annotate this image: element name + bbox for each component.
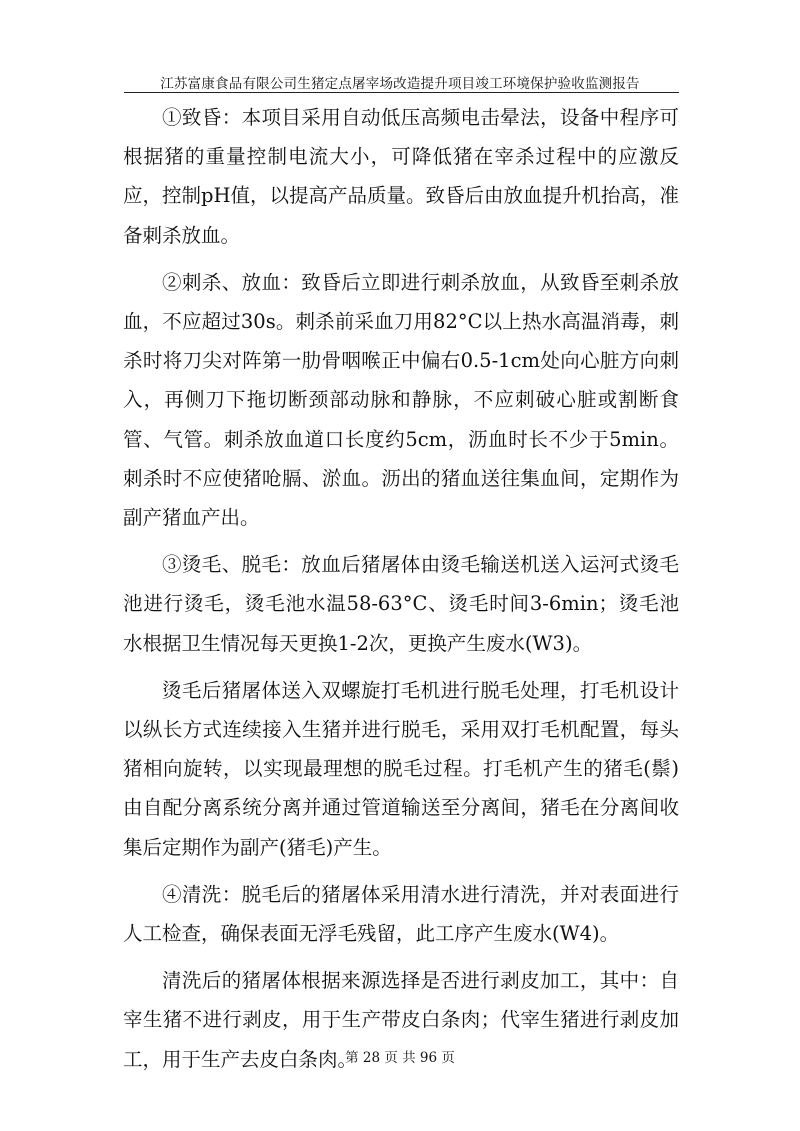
paragraph-dehairing: 烫毛后猪屠体送入双螺旋打毛机进行脱毛处理，打毛机设计以纵长方式连续接入生猪并进行脱毛，采用双打毛机配置，每头猪相向旋转，以实现最理想的脱毛过程。打毛机产生的猪毛(鬃)由自配分离系统分离并通过管道输送至分离间，猪毛在分离间收集后定期作为副产(猪毛)产生。	[123, 678, 679, 859]
report-header: 江苏富康食品有限公司生猪定点屠宰场改造提升项目竣工环境保护验收监测报告	[160, 76, 640, 92]
page-number: 第 28 页 共 96 页	[345, 1050, 455, 1066]
paragraph-stunning: ①致昏：本项目采用自动低压高频电击晕法，设备中程序可根据猪的重量控制电流大小，可降低猪在宰杀过程中的应激反应，控制pH值，以提高产品质量。致昏后由放血提升机抬高，准备刺杀放血。	[123, 106, 679, 247]
paragraph-sticking-bleeding: ②刺杀、放血：致昏后立即进行刺杀放血，从致昏至刺杀放血，不应超过30s。刺杀前采血刀用82°C以上热水高温消毒，刺杀时将刀尖对阵第一肋骨咽喉正中偏右0.5-1cm处向心脏方向刺入，再侧刀下拖切断颈部动脉和静脉，不应刺破心脏或割断食管、气管。刺杀放血道口长度约5cm，沥血时长不少于5min。刺杀时不应使猪呛膈、淤血。沥出的猪血送往集血间，定期作为副产猪血产出。	[123, 270, 679, 530]
header-divider	[124, 92, 679, 93]
paragraph-scalding: ③烫毛、脱毛：放血后猪屠体由烫毛输送机送入运河式烫毛池进行烫毛，烫毛池水温58-63°C、烫毛时间3-6min；烫毛池水根据卫生情况每天更换1-2次，更换产生废水(W3)。	[123, 553, 679, 655]
paragraph-washing: ④清洗：脱毛后的猪屠体采用清水进行清洗，并对表面进行人工检查，确保表面无浮毛残留，此工序产生废水(W4)。	[123, 882, 679, 946]
document-body	[123, 98, 679, 1079]
paragraph-skinning: 清洗后的猪屠体根据来源选择是否进行剥皮加工，其中：自宰生猪不进行剥皮，用于生产带皮白条肉；代宰生猪进行剥皮加工，用于生产去皮白条肉。	[123, 969, 679, 1071]
